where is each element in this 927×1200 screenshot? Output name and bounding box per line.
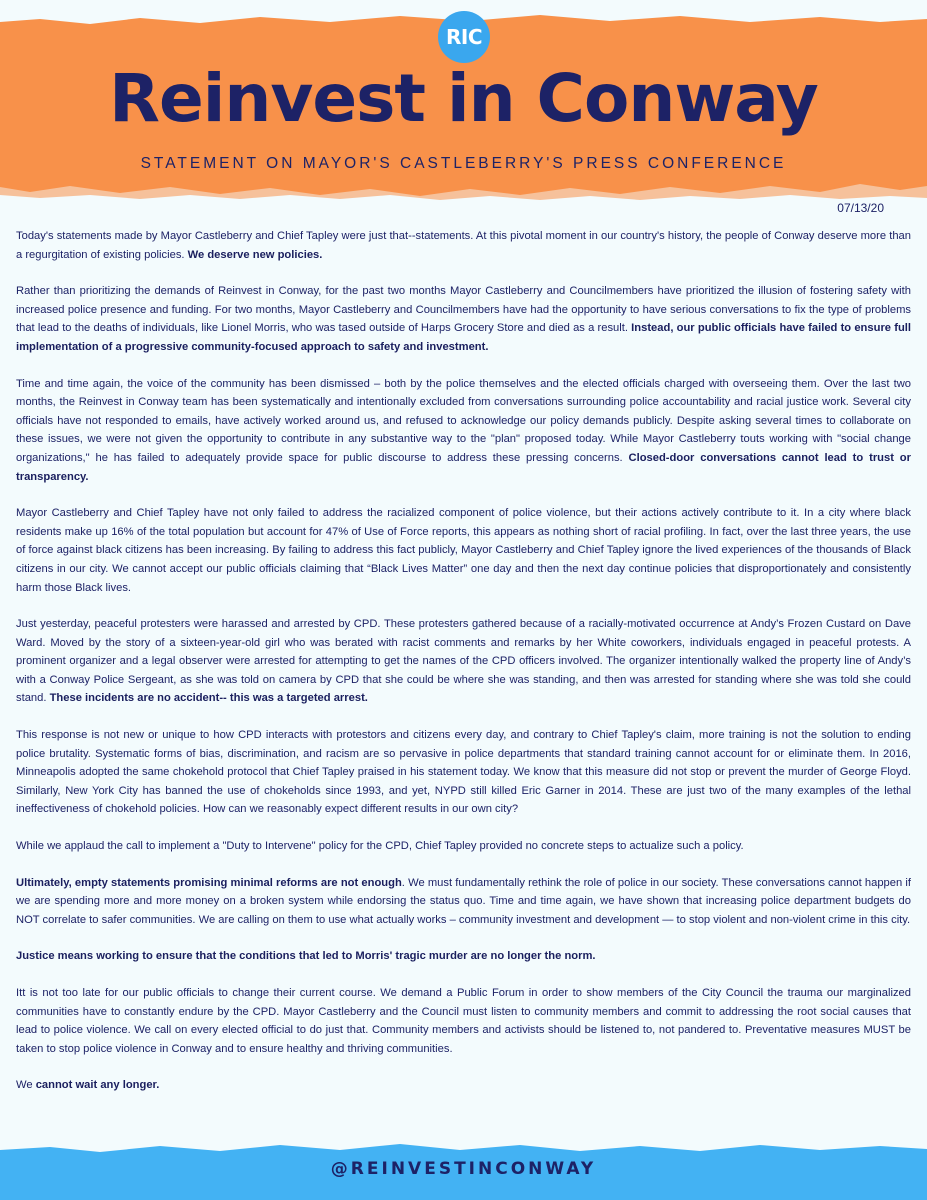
paragraph: Justice means working to ensure that the conditions that led to Morris' tragic murder are no longer the norm. — [16, 950, 596, 963]
header-banner — [0, 0, 927, 205]
paragraph: Mayor Castleberry and Chief Tapley have not only failed to address the racialized component of police violence, but their actions actively contribute to it. In a city where black residents make up 16% of the total population but account for 47% of Use of Force reports, this appears as nothing short of racial profiling. In fact, over the last three years, the use of force against black citizens has been increasing. By failing to address this fact publicly, Mayor Castleberry and Chief Tapley ignore the lived experiences of the thousands of Black citizens in our city. We cannot accept our public officials claiming that “Black Lives Matter” one day and then the next day continue policies that disproportionately and consistently harm those Black lives. — [16, 507, 911, 594]
logo-text: RIC — [445, 25, 483, 49]
statement-date: 07/13/20 — [837, 201, 884, 215]
social-handle: @REINVESTINCONWAY — [330, 1159, 597, 1179]
paragraph: This response is not new or unique to how CPD interacts with protestors and citizens every day, and contrary to Chief Tapley's claim, more training is not the solution to ending police brutality. Systematic forms of bias, discrimination, and racism are so pervasive in police departments that standard training cannot account for or eliminate them. In 2016, Minneapolis adopted the same chokehold protocol that Chief Tapley praised in his statement today. We know that this measure did not stop or prevent the murder of George Floyd. Similarly, New York City has banned the use of chokeholds since 1993, and yet, NYPD still killed Eric Garner in 2014. These are just two of the many examples of the lethal ineffectiveness of chokehold policies. How can we reasonably expect different results in our own city? — [16, 729, 911, 816]
paragraph: Just yesterday, peaceful protesters were harassed and arrested by CPD. These protesters gathered because of a racially-motivated occurrence at Andy’s Frozen Custard on Dave Ward. Moved by the story of a sixteen-year-old girl who was berated with racist comments and remarks by her White coworkers, individuals engaged in peaceful protests. A prominent organizer and a legal observer were arrested for attempting to get the names of the CPD officers involved. The organizer intentionally walked the property line of Andy’s with a Conway Police Sergeant, as she was told on camera by CPD that she could be where she was standing, and then was arrested for standing where she was told she could stand. These incidents are no accident-- this was a targeted arrest. — [16, 618, 911, 705]
paragraph: Ultimately, empty statements promising minimal reforms are not enough. We must fundamentally rethink the role of police in our society. These conversations cannot happen if we are spending more and more money on a broken system while endorsing the status quo. Time and time again, we have shown that increasing police department budgets do NOT correlate to safer communities. We are calling on them to use what actually works – community investment and development — to stop violent and non-violent crime in this city. — [16, 876, 911, 926]
paragraph: Rather than prioritizing the demands of Reinvest in Conway, for the past two months Mayor Castleberry and Councilmembers have prioritized the illusion of fostering safety with increased police presence and funding. For two months, Mayor Castleberry and Councilmembers have had the opportunity to have serious conversations to fix the type of problems that lead to the deaths of individuals, like Lionel Morris, who was tased outside of Harps Grocery Store and died as a result. Instead, our public officials have failed to ensure full implementation of a progressive community-focused approach to safety and investment. — [16, 285, 911, 353]
paragraph: We cannot wait any longer. — [16, 1079, 160, 1092]
paragraph: Today's statements made by Mayor Castleberry and Chief Tapley were just that--statements. At this pivotal moment in our country's history, the people of Conway deserve more than a regurgitation of existing policies. We deserve new policies. — [16, 230, 911, 261]
page-title: Reinvest in Conway — [109, 60, 818, 137]
ric-logo — [438, 11, 490, 63]
paragraph: Time and time again, the voice of the community has been dismissed – both by the police themselves and the elected officials charged with overseeing them. Over the last two months, the Reinvest in Conway team has been systematically and intentionally excluded from conversations surrounding police accountability and racial justice work. Several city officials have not responded to emails, have actively worked around us, and refused to acknowledge our policy demands publicly. Despite asking several times to collaborate on these issues, we were not given the opportunity to contribute in any substantive way to the "plan" proposed today. While Mayor Castleberry touts working with "social change organizations," he has failed to adequately provide space for public discourse to address these pressing concerns. Closed-door conversations cannot lead to trust or transparency. — [16, 377, 911, 483]
page-subtitle: STATEMENT ON MAYOR'S CASTLEBERRY'S PRESS CONFERENCE — [140, 155, 787, 172]
statement-body — [16, 227, 911, 1113]
paragraph: While we applaud the call to implement a "Duty to Intervene" policy for the CPD, Chief Tapley provided no concrete steps to actualize such a policy. — [16, 840, 744, 853]
paragraph: Itt is not too late for our public officials to change their current course. We demand a Public Forum in order to show members of the City Council the trauma our marginalized communities have to constantly endure by the CPD. Mayor Castleberry and the Council must listen to community members and commit to addressing the root social causes that lead to police violence. We call on every elected official to do just that. Community members and activists should be listened to, not pandered to. Preventative measures MUST be taken to stop police violence in Conway and to ensure healthy and thriving communities. — [16, 987, 911, 1055]
